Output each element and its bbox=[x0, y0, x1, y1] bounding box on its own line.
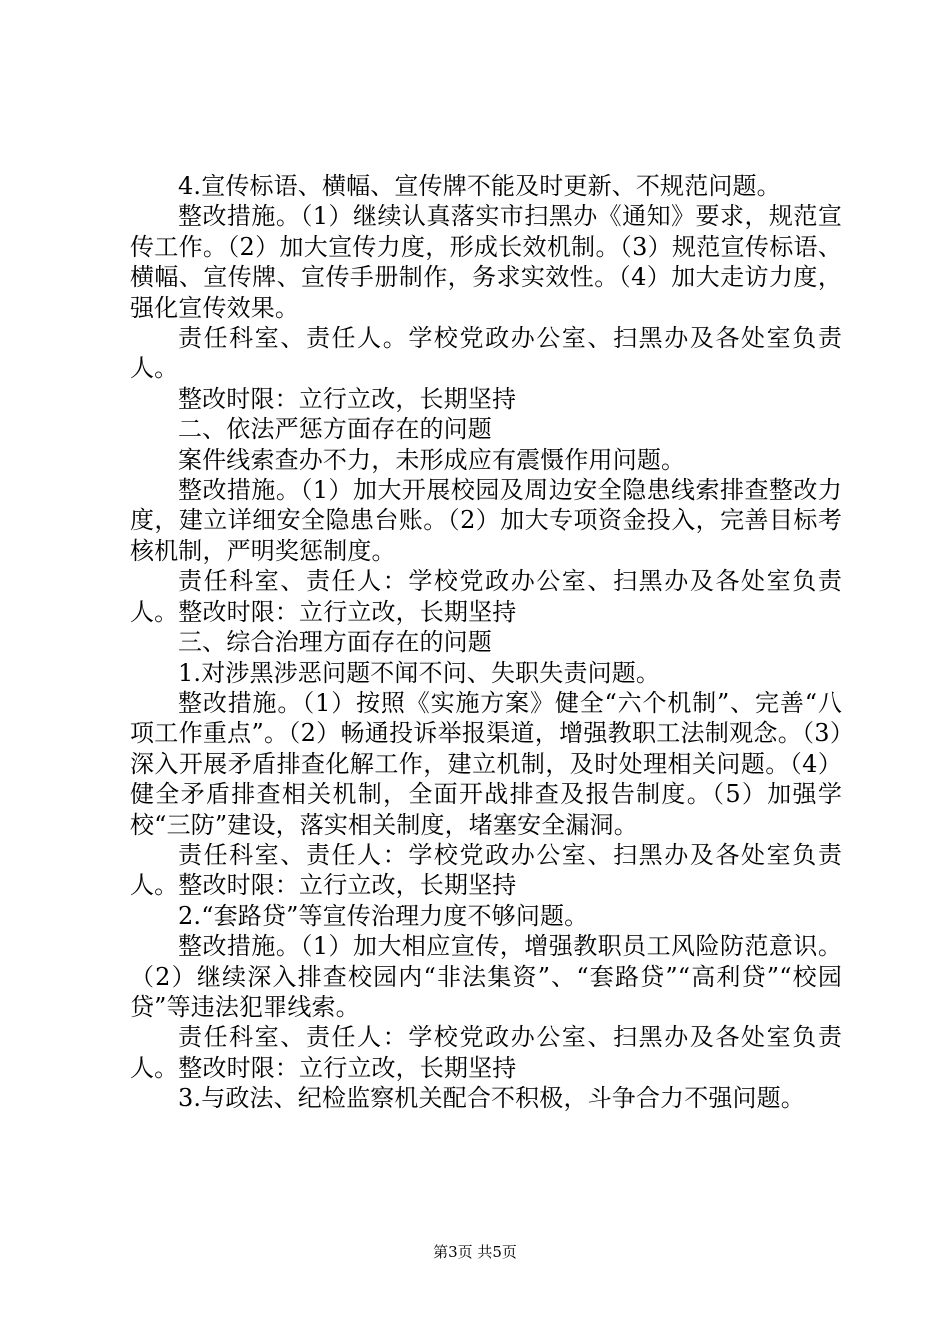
section-heading: 三、综合治理方面存在的问题 bbox=[178, 628, 492, 657]
page-footer bbox=[0, 1241, 950, 1262]
item-heading: 4.宣传标语、横幅、宣传牌不能及时更新、不规范问题。 bbox=[178, 172, 781, 200]
item-heading: 3.与政法、纪检监察机关配合不积极，斗争合力不强问题。 bbox=[178, 1084, 805, 1113]
page-number: 第3页 共5页 bbox=[433, 1243, 517, 1261]
responsible-party: 责任科室、责任人。学校党政办公室、扫黑办及各处室负责人。 bbox=[130, 324, 842, 383]
rectification-measures: 整改措施。（1）继续认真落实市扫黑办《通知》要求，规范宣传工作。（2）加大宣传力度，形成长效机制。（3）规范宣传标语、横幅、宣传牌、宣传手册制作，务求实效性。（4）加大走访力度，强化宣传效果。 bbox=[130, 202, 842, 322]
rectification-measures: 整改措施。（1）按照《实施方案》健全“六个机制”、完善“八项工作重点”。（2）畅通投诉举报渠道，增强教职工法制观念。（3）深入开展矛盾排查化解工作，建立机制，及时处理相关问题。（4）健全矛盾排查相关机制，全面开战排查及报告制度。（5）加强学校“三防”建设，落实相关制度，堵塞安全漏洞。 bbox=[130, 688, 842, 839]
rectification-measures: 整改措施。（1）加大相应宣传，增强教职员工风险防范意识。（2）继续深入排查校园内“非法集资”、“套路贷”“高利贷”“校园贷”等违法犯罪线索。 bbox=[130, 932, 842, 1021]
section-heading: 二、依法严惩方面存在的问题 bbox=[178, 415, 492, 444]
rectification-measures: 整改措施。（1）加大开展校园及周边安全隐患线索排查整改力度，建立详细安全隐患台账。（2）加大专项资金投入，完善目标考核机制，严明奖惩制度。 bbox=[130, 476, 842, 565]
responsible-party: 责任科室、责任人：学校党政办公室、扫黑办及各处室负责人。整改时限：立行立改，长期坚持 bbox=[130, 567, 842, 626]
issue-statement: 案件线索查办不力，未形成应有震慑作用问题。 bbox=[178, 445, 686, 474]
item-heading: 1.对涉黑涉恶问题不闻不问、失职失责问题。 bbox=[178, 658, 661, 687]
rectification-deadline: 整改时限：立行立改，长期坚持 bbox=[178, 384, 517, 413]
item-heading: 2.“套路贷”等宣传治理力度不够问题。 bbox=[178, 901, 589, 930]
responsible-party: 责任科室、责任人：学校党政办公室、扫黑办及各处室负责人。整改时限：立行立改，长期坚持 bbox=[130, 840, 842, 900]
responsible-party: 责任科室、责任人：学校党政办公室、扫黑办及各处室负责人。整改时限：立行立改，长期坚持 bbox=[130, 1023, 842, 1082]
document-body bbox=[130, 171, 842, 1114]
